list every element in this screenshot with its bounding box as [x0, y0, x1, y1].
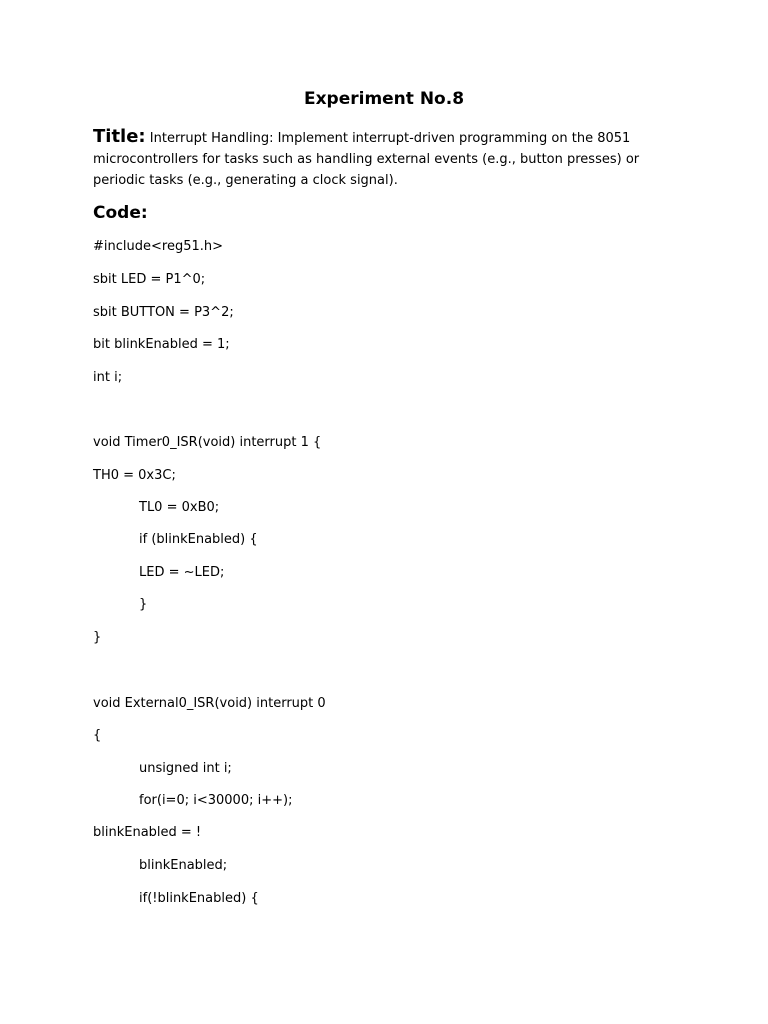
code-line: unsigned int i;: [139, 761, 232, 776]
code-line: for(i=0; i<30000; i++);: [139, 793, 293, 808]
code-line: int i;: [93, 370, 123, 385]
code-line: #include<reg51.h>: [93, 239, 223, 254]
code-line: bit blinkEnabled = 1;: [93, 337, 230, 352]
code-line: void Timer0_ISR(void) interrupt 1 {: [93, 435, 322, 450]
code-line: {: [93, 728, 102, 743]
code-line: blinkEnabled = !: [93, 825, 202, 840]
code-line: blinkEnabled;: [139, 858, 228, 873]
code-heading: Code:: [93, 203, 148, 223]
experiment-title: Experiment No.8: [303, 89, 465, 109]
code-line: TL0 = 0xB0;: [139, 500, 220, 515]
code-line: sbit LED = P1^0;: [93, 272, 206, 287]
title-paragraph: [93, 126, 693, 191]
code-line: if (blinkEnabled) {: [139, 532, 258, 547]
title-text: Interrupt Handling: Implement interrupt-driven programming on the 8051 microcontrollers for tasks such as handling external events (e.g., button presses) or periodic tasks (e.g., generating a clock signal).: [93, 131, 640, 188]
title-label: Title:: [93, 126, 146, 147]
code-line: LED = ~LED;: [139, 565, 225, 580]
code-line: }: [93, 630, 102, 645]
code-line: if(!blinkEnabled) {: [139, 891, 259, 906]
code-line: TH0 = 0x3C;: [93, 468, 176, 483]
code-line: sbit BUTTON = P3^2;: [93, 305, 234, 320]
code-line: void External0_ISR(void) interrupt 0: [93, 696, 326, 711]
code-line: }: [139, 597, 148, 612]
